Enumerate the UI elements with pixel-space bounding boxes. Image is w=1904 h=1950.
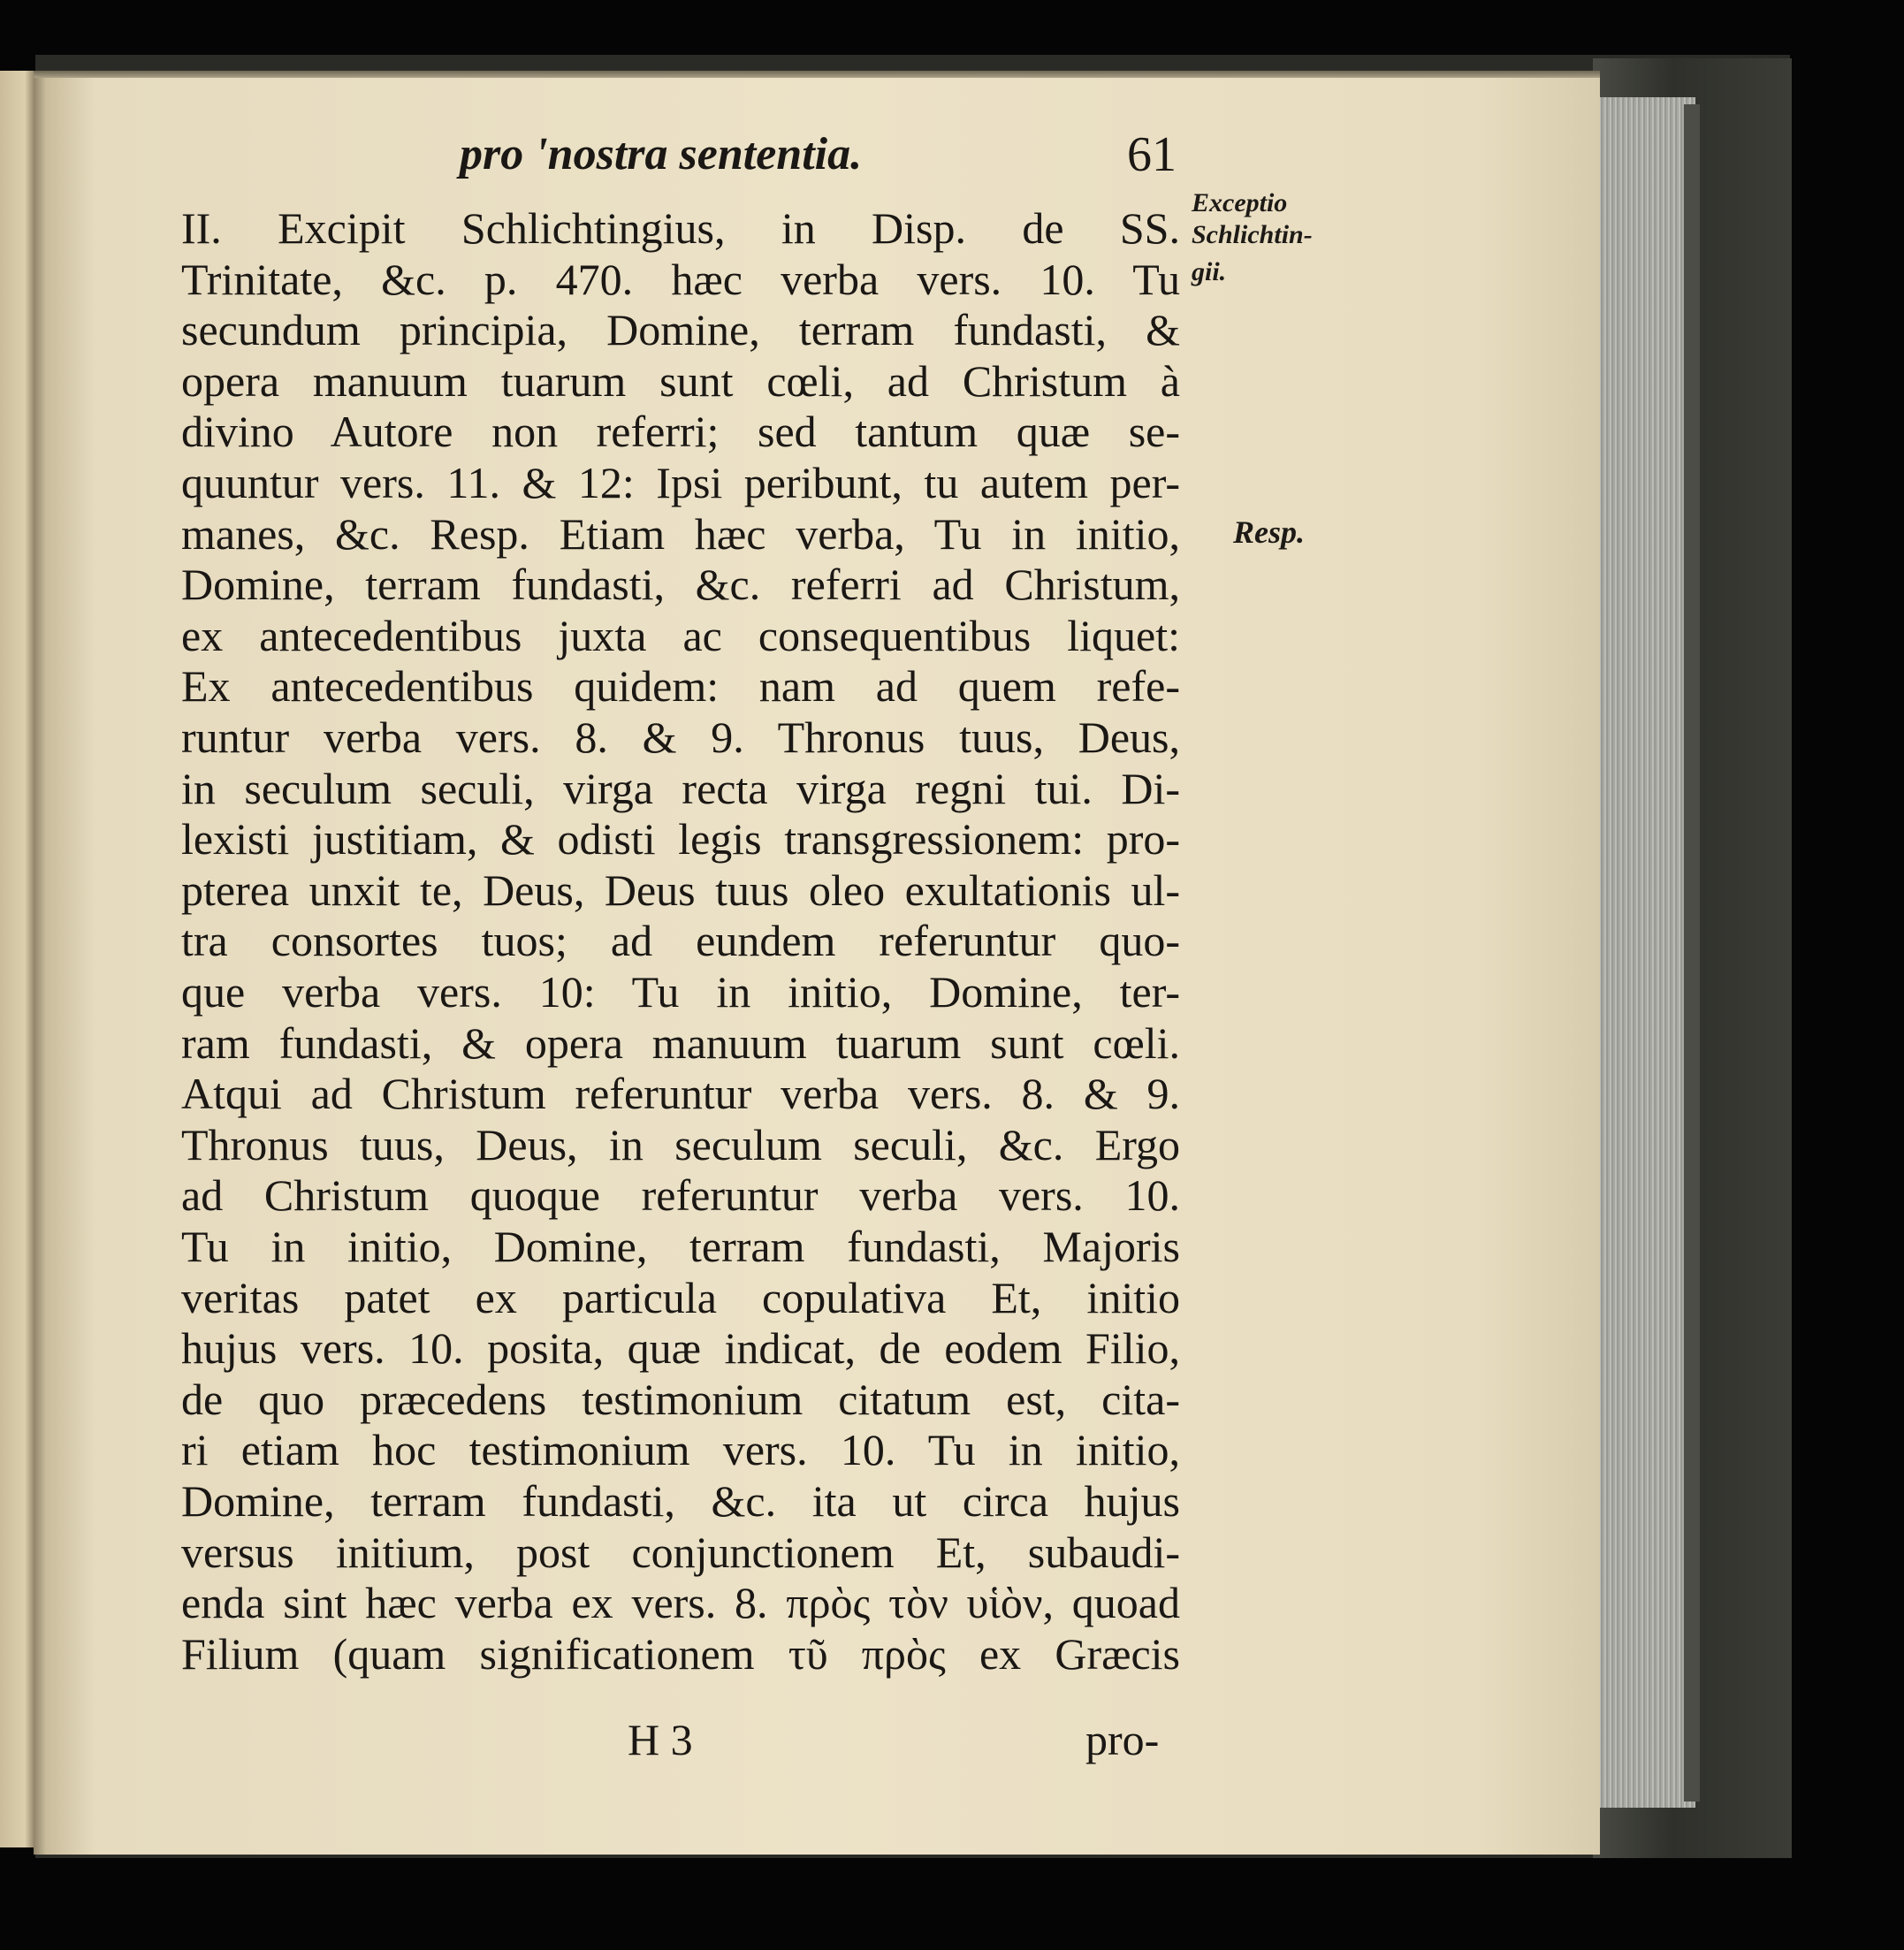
text-line: ri etiam hoc testimonium vers. 10. Tu in initio, (181, 1425, 1180, 1475)
text-line: Thronus tuus, Deus, in seculum seculi, &c. Ergo (181, 1119, 1180, 1169)
text-line: II. Excipit Schlichtingius, in Disp. de SS. (181, 203, 1180, 253)
text-line: versus initium, post conjunctionem Et, subaudi- (181, 1527, 1180, 1577)
text-line: Domine, terram fundasti, &c. referri ad Christum, (181, 560, 1180, 610)
text-line: Filium (quam significationem τῦ πρὸς ex Græcis (181, 1628, 1180, 1679)
text-line: runtur verba vers. 8. & 9. Thronus tuus, Deus, (181, 712, 1180, 762)
text-line: ram fundasti, & opera manuum tuarum sunt cœli. (181, 1017, 1180, 1068)
text-line: tra consortes tuos; ad eundem referuntur quo- (181, 916, 1180, 966)
previous-page-edge (0, 71, 35, 1847)
marginal-note-resp: Resp. (1233, 514, 1305, 550)
text-line: ad Christum quoque referuntur verba vers. 10. (181, 1170, 1180, 1221)
text-line: Ex antecedentibus quidem: nam ad quem refe- (181, 661, 1180, 712)
marginal-note-schlichtin: Schlichtin- (1192, 220, 1313, 249)
page-stack-edge (1598, 97, 1695, 1808)
text-line: in seculum seculi, virga recta virga regni tui. Di- (181, 763, 1180, 813)
text-line: ex antecedentibus juxta ac consequentibus liquet: (181, 610, 1180, 660)
text-line: Domine, terram fundasti, &c. ita ut circa hujus (181, 1476, 1180, 1526)
text-line: secundum principia, Domine, terram fundasti, & (181, 305, 1180, 355)
running-title: pro 'nostra sententia. (460, 129, 863, 179)
text-line: Trinitate, &c. p. 470. hæc verba vers. 10. Tu (181, 254, 1180, 304)
signature-mark: H 3 (628, 1715, 693, 1764)
text-line: lexisti justitiam, & odisti legis transgressionem: pro- (181, 814, 1180, 865)
marginal-note-gii: gii. (1192, 257, 1227, 286)
text-line: Atqui ad Christum referuntur verba vers. 8. & 9. (181, 1069, 1180, 1119)
catchword: pro- (1085, 1715, 1160, 1764)
text-line: quuntur vers. 11. & 12: Ipsi peribunt, tu autem per- (181, 458, 1180, 507)
text-line: Tu in initio, Domine, terram fundasti, Majoris (181, 1222, 1180, 1271)
text-line: veritas patet ex particula copulativa Et, initio (181, 1272, 1180, 1322)
text-line: manes, &c. Resp. Etiam hæc verba, Tu in initio, (181, 508, 1180, 559)
text-line: divino Autore non referri; sed tantum quæ se- (181, 407, 1180, 457)
page-stack-shadow (1684, 104, 1700, 1801)
text-line: opera manuum tuarum sunt cœli, ad Christum à (181, 355, 1180, 406)
text-line: pterea unxit te, Deus, Deus tuus oleo exultationis ul- (181, 865, 1180, 915)
text-line: de quo præcedens testimonium citatum est, cita- (181, 1374, 1180, 1424)
text-line: hujus vers. 10. posita, quæ indicat, de eodem Filio, (181, 1323, 1180, 1374)
marginal-note-exceptio: Exceptio (1192, 188, 1288, 217)
text-line: que verba vers. 10: Tu in initio, Domine, ter- (181, 967, 1180, 1017)
text-line: enda sint hæc verba ex vers. 8. πρὸς τὸν υἱὸν, quoad (181, 1578, 1180, 1628)
page-number: 61 (1127, 127, 1177, 182)
